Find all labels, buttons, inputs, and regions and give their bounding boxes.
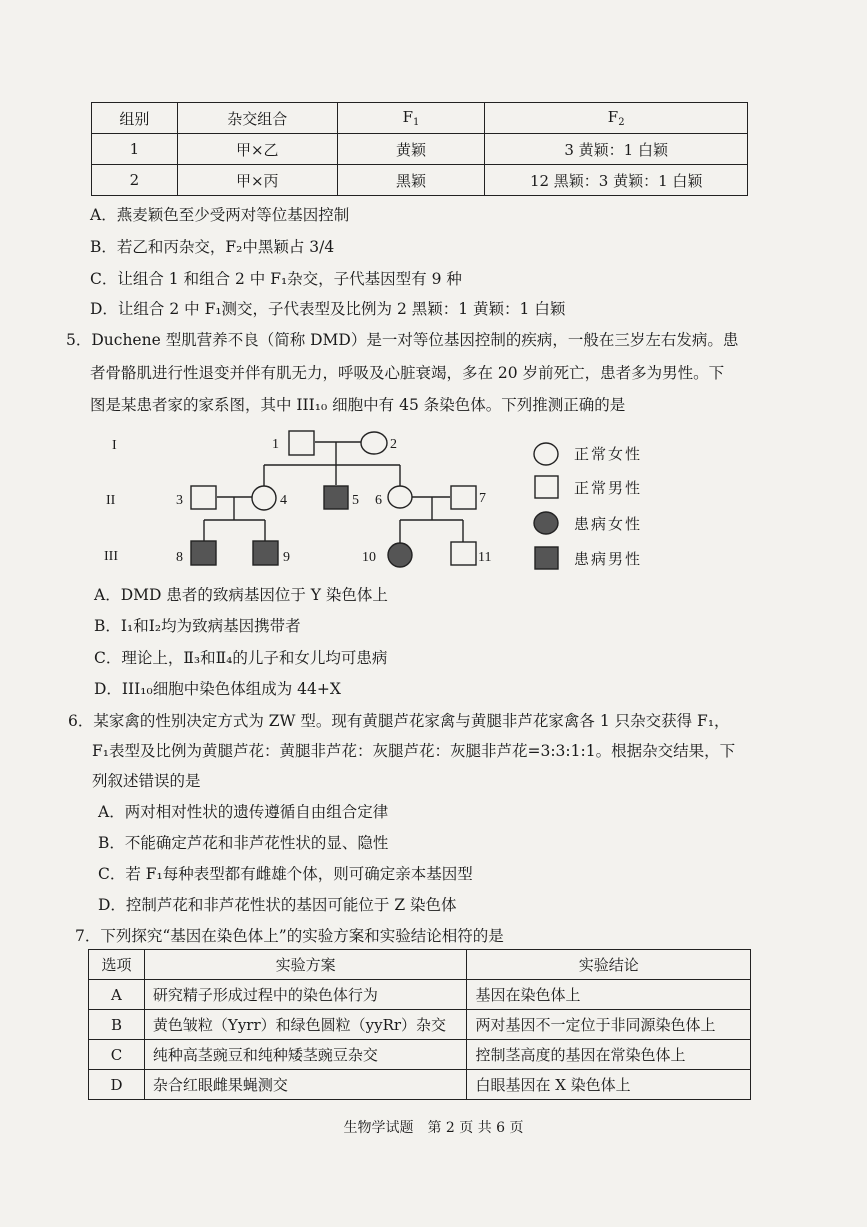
q5-stem-line-3: 图是某患者家的家系图，其中 III₁₀ 细胞中有 45 条染色体。下列推测正确的是 [90,396,626,414]
q4-option-c: C．让组合 1 和组合 2 中 F₁杂交，子代基因型有 9 种 [90,270,462,288]
header-conclusion: 实验结论 [467,950,751,980]
table-cell: 黄色皱粒（Yyrr）和绿色圆粒（yyRr）杂交 [144,1010,467,1040]
experiment-table [88,949,751,1100]
table-cell: 2 [92,165,178,196]
individual-number: 2 [390,437,397,452]
individual-4-normal-female [252,486,276,510]
individual-2-normal-female [361,432,387,454]
table-cell: C [89,1040,145,1070]
individual-number: 3 [176,493,183,508]
header-plan: 实验方案 [144,950,467,980]
individual-8-affected-male [191,541,216,565]
q4-option-d: D．让组合 2 中 F₁测交，子代表型及比例为 2 黑颖：1 黄颖：1 白颖 [90,300,566,318]
legend-normal-female-label: 正常女性 [574,447,643,463]
individual-number: 6 [375,493,382,508]
legend-normal-female-symbol [534,443,558,465]
q6-option-d: D．控制芦花和非芦花性状的基因可能位于 Z 染色体 [98,896,457,914]
table-cell: 基因在染色体上 [467,980,751,1010]
header-option: 选项 [89,950,145,980]
table-cell: 控制茎高度的基因在常染色体上 [467,1040,751,1070]
q6-stem-line-1: 6．某家禽的性别决定方式为 ZW 型。现有黄腿芦花家禽与黄腿非芦花家禽各 1 只杂交获得 F₁， [68,712,730,730]
header-f1: $F_1$ [337,103,485,134]
table-cell: 甲×丙 [177,165,337,196]
individual-7-normal-male [451,486,476,509]
table-cell: 纯种高茎豌豆和纯种矮茎豌豆杂交 [144,1040,467,1070]
pedigree-chart [0,0,867,600]
table-row [89,1040,751,1070]
legend-affected-female-label: 患病女性 [574,517,643,533]
q6-option-c: C．若 F₁每种表型都有雌雄个体，则可确定亲本基因型 [98,865,473,883]
generation-label-1: I [112,438,117,453]
individual-number: 4 [280,493,287,508]
legend-affected-male-symbol [535,547,558,569]
q4-option-a: A．燕麦颖色至少受两对等位基因控制 [90,206,350,224]
table-row [89,980,751,1010]
table-cell: 研究精子形成过程中的染色体行为 [144,980,467,1010]
table-header-row [89,950,751,980]
individual-number: 7 [479,491,486,506]
q5-option-c: C．理论上，Ⅱ₃和Ⅱ₄的儿子和女儿均可患病 [94,649,388,667]
pedigree-legend [534,443,642,569]
table-row [89,1010,751,1040]
individual-number: 8 [176,550,183,565]
q5-option-d: D．III₁₀细胞中染色体组成为 44+X [94,680,341,698]
table-cell: 两对基因不一定位于非同源染色体上 [467,1010,751,1040]
individual-6-normal-female [388,486,412,508]
q5-stem-line-1: 5．Duchene 型肌营养不良（简称 DMD）是一对等位基因控制的疾病，一般在三岁左右发病。患 [66,331,739,349]
individual-9-affected-male [253,541,278,565]
q6-option-b: B．不能确定芦花和非芦花性状的显、隐性 [98,834,389,852]
individual-10-affected-female [388,543,412,567]
individual-number: 1 [272,437,279,452]
legend-normal-male-symbol [535,476,558,498]
q5-option-a: A．DMD 患者的致病基因位于 Y 染色体上 [94,586,388,604]
table-cell: 黄颖 [337,134,485,165]
individual-3-normal-male [191,486,216,509]
header-group: 组别 [92,103,178,134]
table-cell: 甲×乙 [177,134,337,165]
legend-affected-female-symbol [534,512,558,534]
generation-label-2: II [106,493,116,508]
q4-option-b: B．若乙和丙杂交，F₂中黑颖占 3/4 [90,238,335,256]
table-cell: 1 [92,134,178,165]
individual-number: 11 [478,550,492,565]
legend-normal-male-label: 正常男性 [574,481,643,497]
q6-option-a: A．两对相对性状的遗传遵循自由组合定律 [98,803,389,821]
individual-number: 5 [352,493,359,508]
table-cell: 白眼基因在 X 染色体上 [467,1070,751,1100]
q7-stem: 7．下列探究“基因在染色体上”的实验方案和实验结论相符的是 [75,927,504,945]
table-cell: 黑颖 [337,165,485,196]
legend-affected-male-label: 患病男性 [574,552,643,568]
header-f2: $F_2$ [485,103,748,134]
table-cell: A [89,980,145,1010]
table-cell: 12 黑颖：3 黄颖：1 白颖 [485,165,748,196]
q6-stem-line-2: F₁表型及比例为黄腿芦花：黄腿非芦花：灰腿芦花：灰腿非芦花=3:3:1:1。根据杂交结果，下 [92,742,736,760]
table-cell: 杂合红眼雌果蝇测交 [144,1070,467,1100]
table-row [89,1070,751,1100]
table-cell: B [89,1010,145,1040]
individual-number: 10 [362,550,376,565]
individual-5-affected-male [324,486,348,509]
q5-stem-line-2: 者骨骼肌进行性退变并伴有肌无力，呼吸及心脏衰竭，多在 20 岁前死亡，患者多为男性。下 [90,364,725,382]
q5-option-b: B．Ⅰ₁和Ⅰ₂均为致病基因携带者 [94,617,301,635]
page-footer: 生物学试题 第 2 页 共 6 页 [343,1120,524,1136]
q6-stem-line-3: 列叙述错误的是 [92,772,201,790]
individual-1-normal-male [289,431,314,455]
table-cell: D [89,1070,145,1100]
individual-11-normal-male [451,542,476,565]
generation-label-3: III [104,549,118,564]
header-cross: 杂交组合 [177,103,337,134]
table-cell: 3 黄颖：1 白颖 [485,134,748,165]
individual-number: 9 [283,550,290,565]
